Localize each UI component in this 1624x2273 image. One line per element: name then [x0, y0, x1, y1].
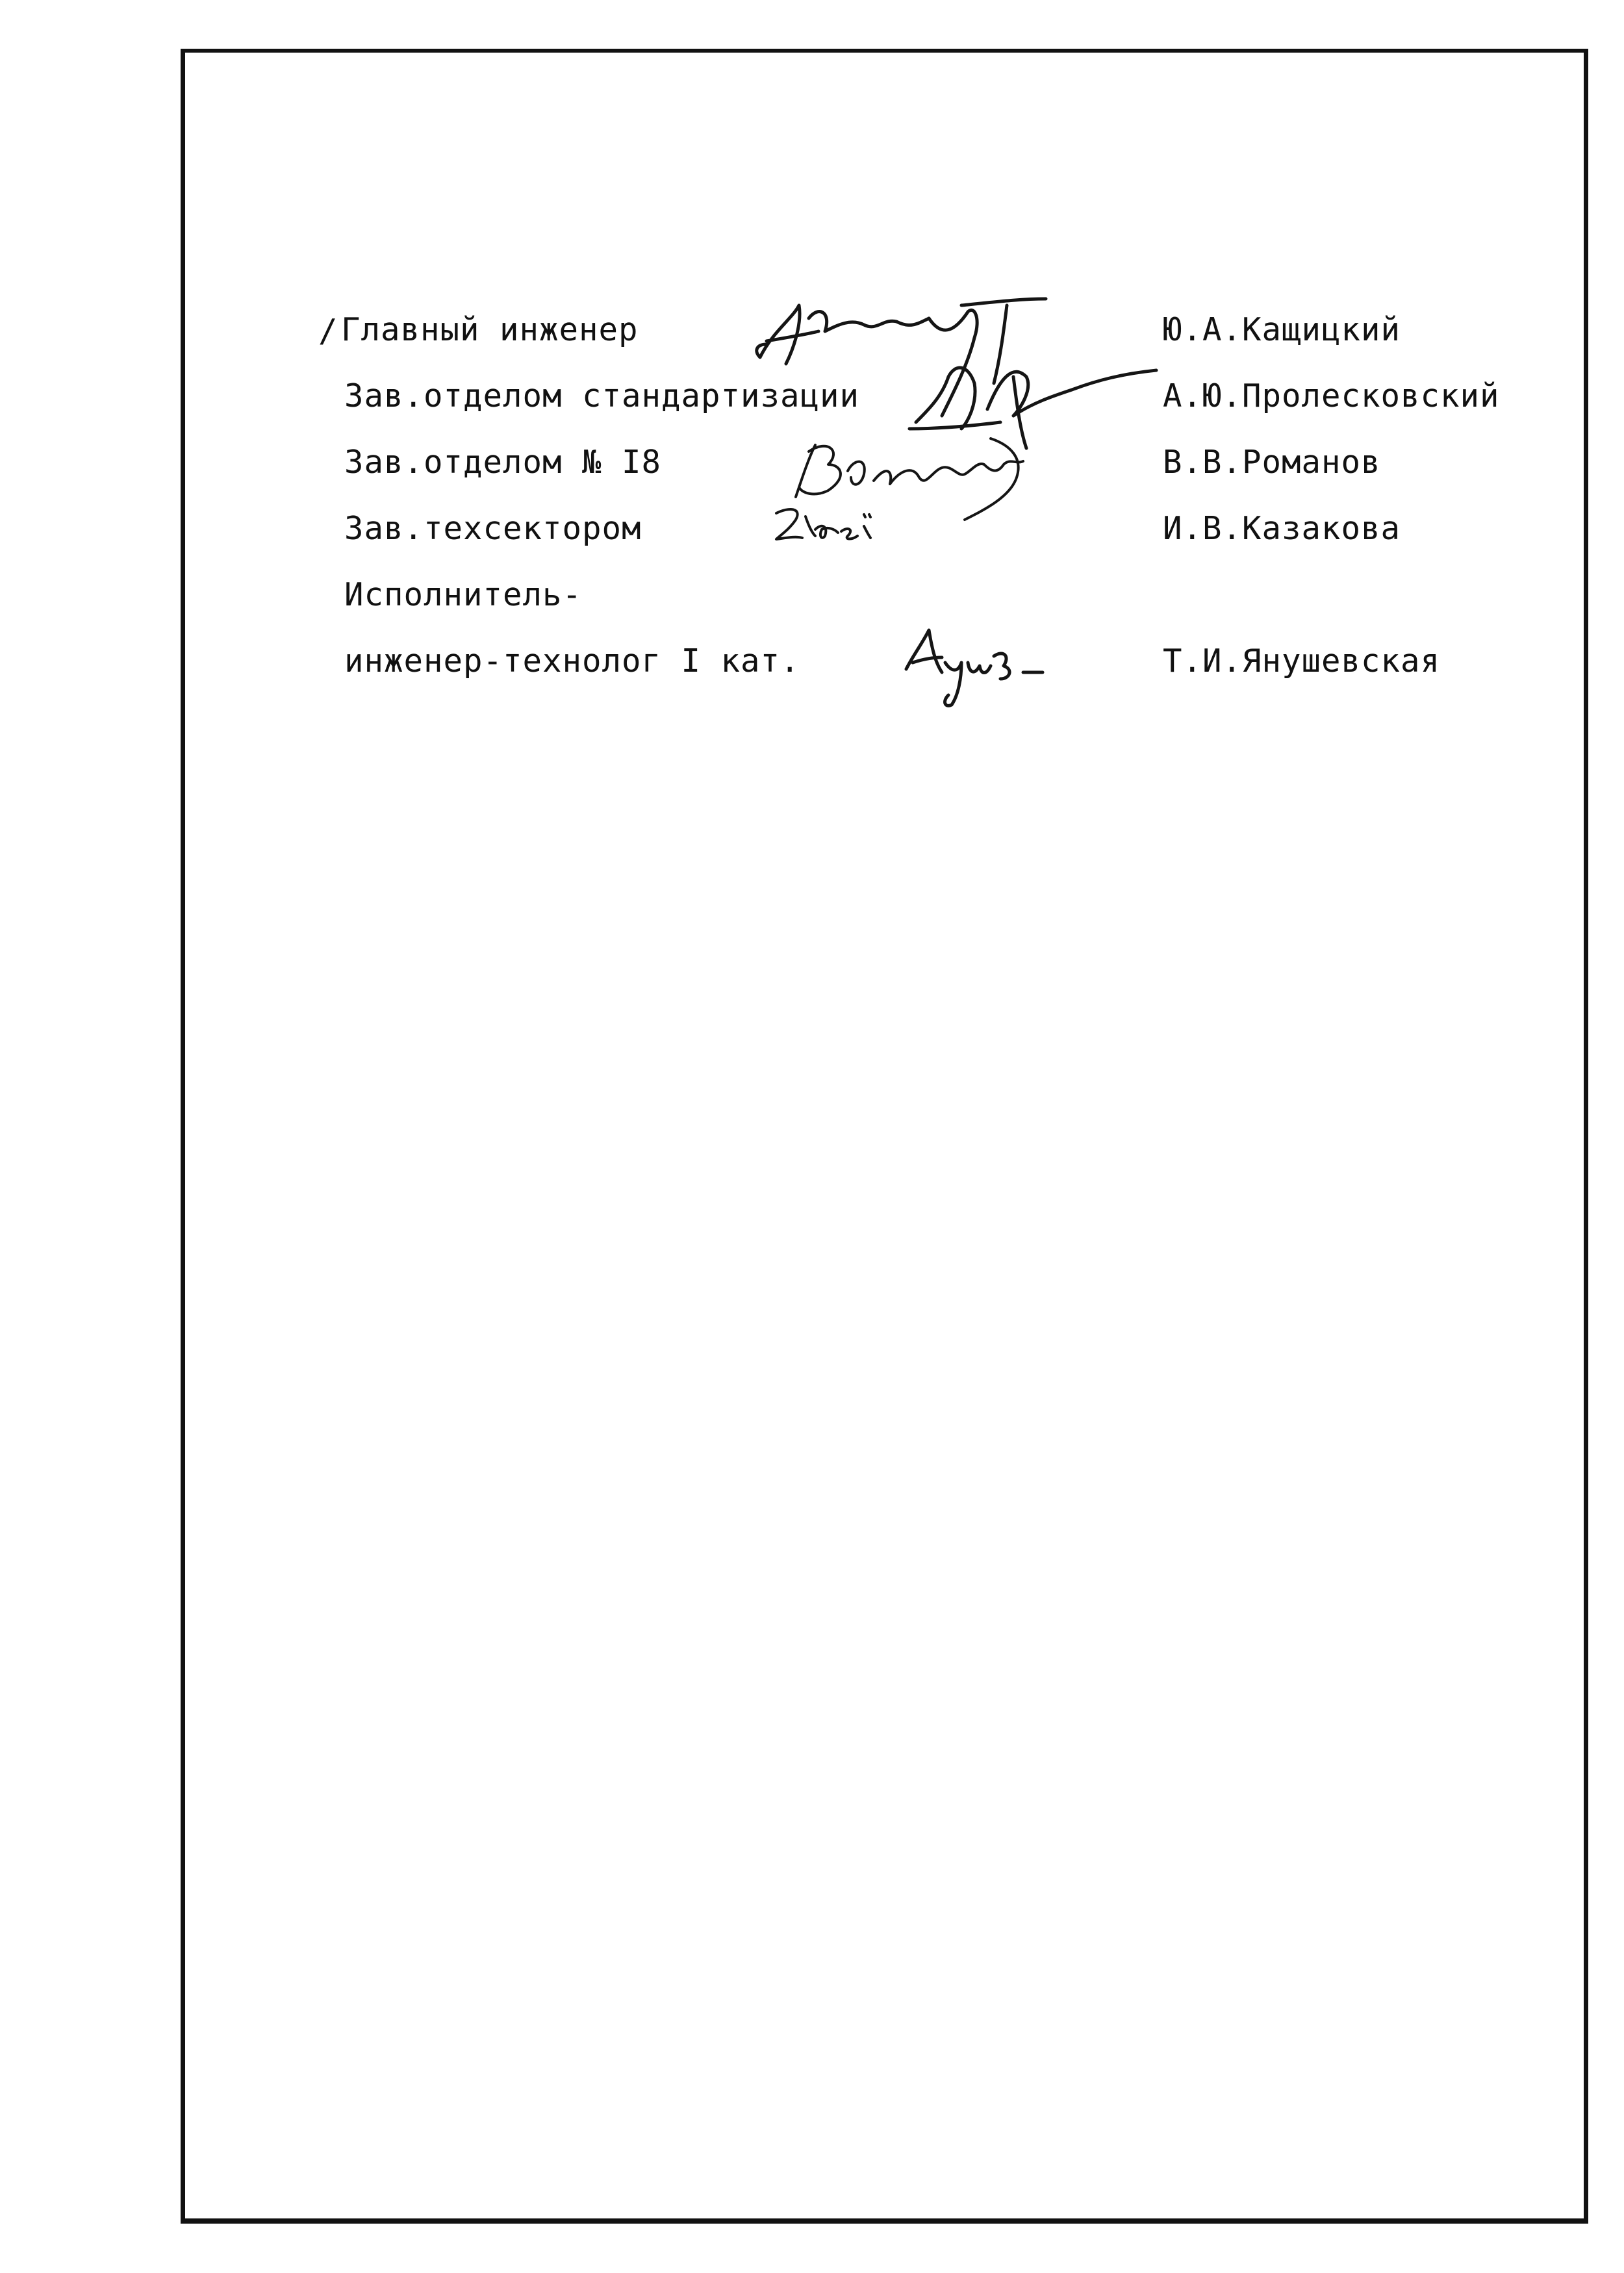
- position-tech-sector-head: Зав.техсектором: [344, 510, 642, 547]
- margin-mark: /: [318, 312, 338, 349]
- signature-engineer-technologist: [896, 617, 1091, 715]
- position-engineer-technologist: инженер-технолог I кат.: [344, 642, 800, 679]
- position-chief-engineer: Главный инженер: [341, 311, 639, 348]
- name-chief-engineer: Ю.А.Кащицкий: [1163, 311, 1401, 348]
- name-engineer-technologist: Т.И.Янушевская: [1163, 642, 1441, 679]
- signature-tech-sector-head: [767, 500, 890, 552]
- name-department-18-head: В.В.Романов: [1163, 444, 1381, 481]
- name-standardization-head: А.Ю.Пролесковский: [1163, 377, 1500, 414]
- name-tech-sector-head: И.В.Казакова: [1163, 510, 1401, 547]
- position-standardization-head: Зав.отделом стандартизации: [344, 377, 860, 414]
- position-executor-label: Исполнитель-: [344, 576, 583, 613]
- position-department-18-head: Зав.отделом № I8: [344, 444, 662, 481]
